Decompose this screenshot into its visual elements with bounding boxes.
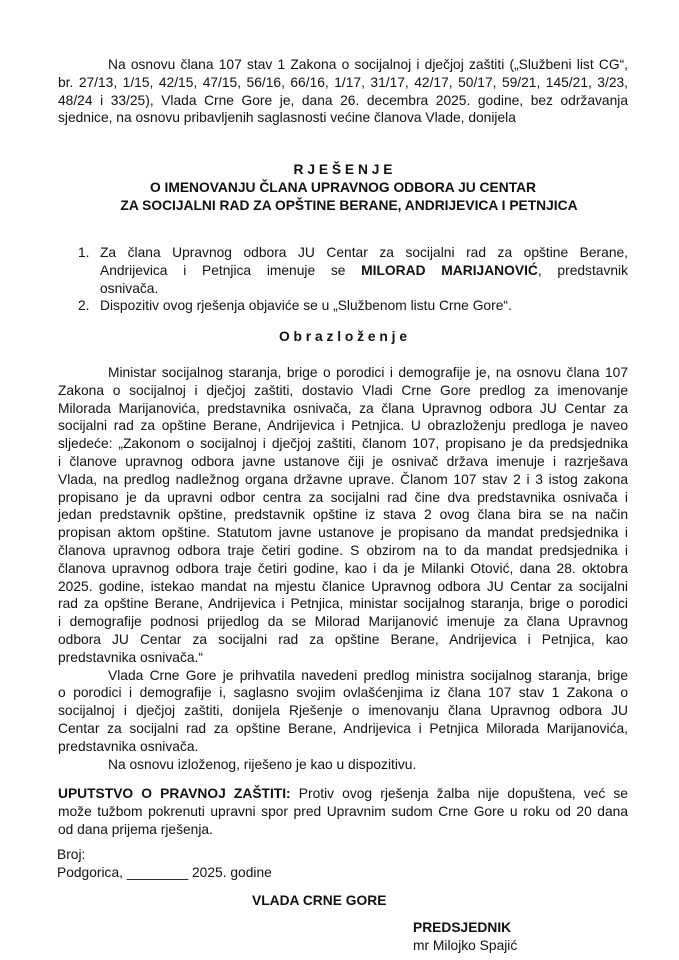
text-line: Vlada, na predlog nadležnog organa državne uprave. Članom 107 stav 2 i 3 istog zakona [58,471,628,487]
text-line: propisan aktom opštine. Statutom javne ustanove je propisano da mandat predsjednika i [58,525,628,541]
text-line: ZA SOCIJALNI RAD ZA OPŠTINE BERANE, ANDRIJEVICA I PETNJICA [120,197,578,213]
document-title [58,161,628,214]
list-number: 2. [78,298,90,314]
text-line: jedan predstavnik opštine, predstavnik opštine iz stava 2 ovog člana bira se na način [58,507,628,523]
text-line: sjednice, na osnovu pribavljenih saglasnosti većine članova Vlade, donijela [58,110,516,126]
legal-remedy [58,785,628,838]
text-line: članova upravnog odbora traje četiri godine. S obzirom na to da mandat predsjednika i [58,542,628,558]
text: , predstavnik [537,262,628,278]
text-line: i članove upravnog odbora javne ustanove čiji je osnivač država imenuje i razrješava [58,453,628,469]
text-line: Milorada Marijanovića, predstavnika osnivača, za člana Upravnog odbora JU Centar za [58,400,628,416]
list-number: 1. [78,245,90,260]
text-line: Vlada Crne Gore je prihvatila navedeni predlog ministra socijalnog staranja, brige [108,667,628,683]
text-line: odbora JU Centar za socijalni rad za opštine Berane, Andrijevica i Petnjica, kao [58,631,628,647]
list-item [58,244,628,297]
text-line: od dana prijema rješenja. [58,821,213,837]
dispositive-list [58,244,628,315]
text-line: Na osnovu izloženog, riješeno je kao u dispozitivu. [108,756,417,772]
reasoning-paragraph-2 [58,667,628,756]
list-item [58,297,628,315]
text-line [100,262,628,280]
text-line: o porodici i demografije i, saglasno svojim ovlašćenjima iz člana 107 stav 1 Zakona o [58,685,628,701]
text: Andrijevica i Petnjica imenuje se [100,262,346,278]
text-line: Centar za socijalni rad za opštine Berane, Andrijevica i Petnjica Milorada Marijanovića, [58,720,628,736]
reasoning-paragraph-1 [58,364,628,667]
text-line: 2025. godine, istekao mandat na mjestu članice Upravnog odbora JU Centar za socijalni [58,578,628,594]
text-line: rad za opštine Berane, Andrijevica i Petnjica, ministar socijalnog staranja, brige o porodici [58,596,628,612]
text-line: i demografije podnosi prijedlog da se Milorad Marijanović imenuje za člana Upravnog [58,614,628,630]
government-name: VLADA CRNE GORE [252,893,387,908]
document-number: Broj: [57,847,86,862]
text-line: predstavnika osnivača.“ [58,649,203,665]
text-line: Dispozitiv ovog rješenja objaviće se u „Službenom listu Crne Gore“. [100,298,512,314]
text-line: Zakona o socijalnoj i dječjoj zaštiti, dostavio Vladi Crne Gore predlog za imenovanje [58,382,628,398]
signatory-title: PREDSJEDNIK [413,920,512,935]
place-date: Podgorica, ________ 2025. godine [57,865,272,880]
reasoning-body [58,364,628,839]
reasoning-heading: O b r a z l o ž e n j e [278,329,408,344]
text-line: propisano je da upravni odbor centra za socijalni rad čine dva predstavnika osnivača i [58,489,628,505]
text-line: 48/24 i 33/25), Vlada Crne Gore je, dana 26. decembra 2025. godine, bez održavanja [58,92,628,108]
text-line: socijalni rad za opštine Berane, Andrijevica i Petnjica. U obrazloženju predloga je naveo [58,418,628,434]
text-line: predstavnika osnivača. [58,738,199,754]
text-line: Za člana Upravnog odbora JU Centar za socijalni rad za opštine Berane, [100,245,628,260]
text-line: sljedeće: „Zakonom o socijalnoj i dječjoj zaštiti, članom 107, propisano je da predsjednika [58,436,628,452]
text-line: osnivača. [100,280,159,296]
preamble [58,56,628,127]
signatory-name: mr Milojko Spajić [413,938,518,953]
text-line [58,785,628,803]
text: Protiv ovog rješenja žalba nije dopuštena, već se [298,786,628,802]
appointee-name: MILORAD MARIJANOVIĆ [361,262,538,278]
text-line: socijalnoj i dječjoj zaštiti, donijela Rješenje o imenovanju člana Upravnog odbora JU [58,703,628,719]
reasoning-paragraph-3 [58,756,628,774]
legal-label: UPUTSTVO O PRAVNOJ ZAŠTITI: [58,786,291,802]
text-line: O IMENOVANJU ČLANA UPRAVNOG ODBORA JU CENTAR [149,179,537,195]
text-line: R J E Š E N J E [293,162,393,177]
text-line: br. 27/13, 1/15, 42/15, 47/15, 56/16, 66/16, 1/17, 31/17, 42/17, 50/17, 59/21, 145/21, 3/23, [58,74,628,90]
text-line: Ministar socijalnog staranja, brige o porodici i demografije je, na osnovu člana 107 [108,365,628,380]
text-line: članova upravnog odbora traje četiri godine, kao i da je Milanki Otović, dana 28. oktobra [58,560,628,576]
text-line: Na osnovu člana 107 stav 1 Zakona o socijalnoj i dječjoj zaštiti („Službeni list CG“, [108,57,628,72]
text-line: može tužbom pokrenuti upravni spor pred Upravnim sudom Crne Gore u roku od 20 dana [58,804,628,820]
